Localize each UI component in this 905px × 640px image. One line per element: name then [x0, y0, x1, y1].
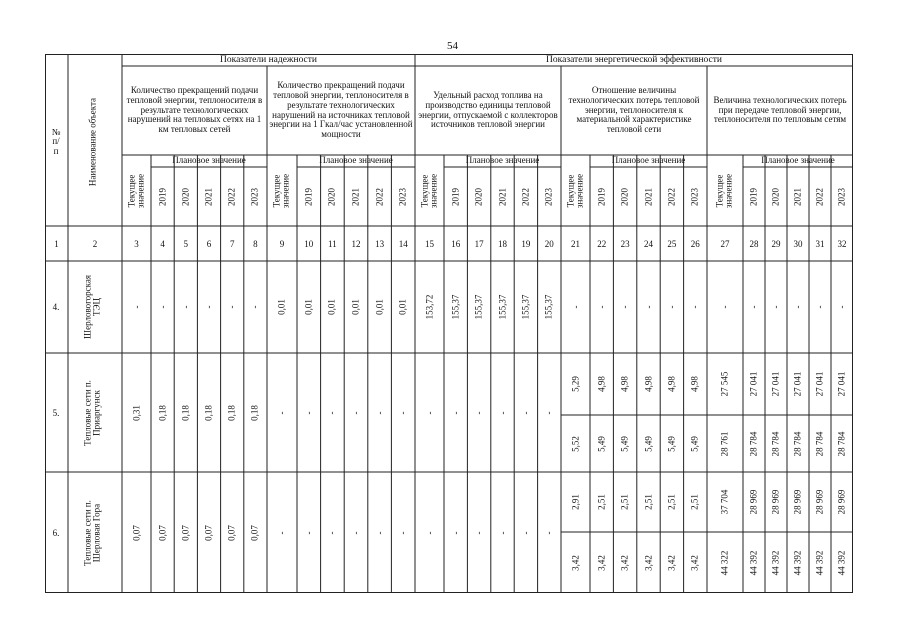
- group-4-title: Отношение величины технологических потерь тепловой энергии, теплоносителя к материальной характеристике тепловой сети: [568, 84, 700, 135]
- data-value: -: [473, 411, 484, 414]
- header-current-value: Текущее значение: [271, 173, 291, 208]
- data-value: 5,49: [642, 435, 653, 452]
- column-number: 9: [279, 238, 285, 249]
- data-value: 28 969: [814, 489, 825, 515]
- data-value: 5,29: [569, 376, 580, 392]
- group-1-title: Количество прекращений подачи тепловой энергии, теплоносителя в результате технологических нарушений на тепловых сетях на 1 км тепловых сетей: [126, 84, 263, 135]
- data-value: -: [423, 531, 434, 534]
- data-value: 44 392: [748, 550, 759, 575]
- row-number: 6.: [52, 527, 60, 538]
- data-value: 0,31: [130, 404, 141, 421]
- data-value: -: [397, 531, 408, 534]
- page-number: 54: [447, 40, 458, 52]
- data-value: 28 969: [792, 489, 803, 515]
- header-year: 2021: [203, 187, 214, 206]
- data-value: 28 761: [719, 431, 730, 456]
- data-value: 0,07: [130, 524, 141, 541]
- header-year: 2023: [249, 187, 260, 206]
- column-number: 20: [544, 238, 554, 249]
- column-number: 32: [837, 238, 847, 249]
- data-value: 2,91: [569, 494, 580, 510]
- header-year: 2023: [836, 187, 847, 206]
- data-value: -: [520, 531, 531, 534]
- data-value: 5,49: [595, 435, 606, 452]
- data-value: -: [373, 411, 384, 414]
- header-current-value: Текущее значение: [419, 173, 439, 208]
- data-value: 0,01: [350, 299, 361, 315]
- data-value: -: [303, 531, 314, 534]
- column-number: 15: [425, 238, 434, 249]
- data-value: -: [543, 531, 554, 534]
- data-value: 2,51: [595, 494, 606, 510]
- data-value: -: [350, 531, 361, 534]
- data-value: -: [836, 305, 847, 309]
- column-number: 28: [749, 238, 759, 249]
- column-number: 31: [815, 238, 825, 249]
- column-number: 30: [793, 238, 803, 249]
- header-reliability: Показатели надежности: [219, 54, 318, 65]
- data-value: -: [203, 305, 214, 309]
- data-value: 28 784: [748, 431, 759, 456]
- header-year: 2023: [543, 187, 554, 206]
- data-value: 0,01: [276, 299, 287, 315]
- data-value: 155,37: [496, 294, 507, 320]
- data-value: 3,42: [569, 554, 580, 571]
- header-year: 2019: [449, 187, 460, 206]
- data-value: 5,49: [689, 435, 700, 452]
- data-value: -: [569, 305, 580, 309]
- data-value: 28 784: [770, 431, 781, 456]
- column-number: 14: [398, 238, 408, 249]
- data-value: -: [350, 411, 361, 414]
- column-number: 24: [644, 238, 653, 249]
- header-year: 2023: [689, 187, 700, 206]
- data-value: 44 392: [836, 550, 847, 575]
- column-number: 8: [253, 238, 258, 249]
- header-year: 2022: [373, 187, 384, 206]
- header-planned-value: Плановое значение: [761, 155, 835, 166]
- data-value: -: [326, 411, 337, 414]
- header-efficiency: Показатели энергетической эффективности: [546, 54, 722, 65]
- header-year: 2020: [770, 187, 781, 206]
- data-value: -: [156, 305, 167, 309]
- data-value: 0,18: [156, 404, 167, 421]
- row-object-name: Тепловые сети п. Шерловая Гора: [82, 499, 102, 566]
- header-year: 2022: [520, 187, 531, 206]
- indicator-table: [45, 54, 853, 593]
- data-value: 44 392: [770, 550, 781, 575]
- column-number: 3: [134, 238, 139, 249]
- data-value: 27 545: [719, 371, 730, 397]
- column-number: 17: [474, 238, 484, 249]
- data-value: -: [249, 305, 260, 309]
- column-number: 11: [328, 238, 337, 249]
- header-year: 2023: [397, 187, 408, 206]
- data-value: 28 784: [836, 431, 847, 456]
- data-value: 28 969: [836, 489, 847, 515]
- header-year: 2022: [814, 187, 825, 206]
- data-value: -: [666, 305, 677, 309]
- header-planned-value: Плановое значение: [465, 155, 540, 166]
- data-value: -: [326, 531, 337, 534]
- column-number: 13: [375, 238, 385, 249]
- column-number: 4: [160, 238, 165, 249]
- data-value: -: [543, 411, 554, 414]
- column-number: 16: [451, 238, 461, 249]
- header-year: 2021: [496, 187, 507, 206]
- data-value: 4,98: [642, 376, 653, 392]
- data-value: -: [397, 411, 408, 414]
- column-number: 6: [206, 238, 212, 249]
- data-value: -: [449, 531, 460, 534]
- header-year: 2019: [303, 187, 314, 206]
- header-planned-value: Плановое значение: [611, 155, 686, 166]
- data-value: 27 041: [770, 371, 781, 397]
- data-value: 0,18: [203, 404, 214, 421]
- group-5-title: Величина технологических потерь при передаче тепловой энергии, теплоносителя по тепловым сетям: [713, 94, 847, 125]
- data-value: 3,42: [595, 554, 606, 571]
- header-year: 2019: [595, 187, 606, 206]
- column-number: 22: [597, 238, 607, 249]
- data-value: 0,07: [249, 524, 260, 541]
- data-value: 2,51: [619, 494, 630, 510]
- data-value: 3,42: [642, 554, 653, 571]
- header-planned-value: Плановое значение: [172, 155, 246, 166]
- data-value: 28 784: [792, 431, 803, 456]
- data-value: -: [130, 305, 141, 309]
- header-year: 2019: [156, 187, 167, 206]
- header-year: 2020: [180, 187, 191, 206]
- data-value: 155,37: [520, 294, 531, 320]
- column-number: 5: [183, 238, 189, 249]
- column-number: 23: [620, 238, 630, 249]
- data-value: -: [226, 305, 237, 309]
- header-object-name: Наименование объекта: [87, 97, 98, 187]
- column-number: 19: [521, 238, 531, 249]
- data-value: 27 041: [814, 371, 825, 397]
- data-value: -: [748, 305, 759, 309]
- data-value: 37 704: [719, 489, 730, 515]
- header-year: 2020: [326, 187, 337, 206]
- data-value: 4,98: [595, 376, 606, 392]
- data-value: -: [449, 411, 460, 414]
- data-value: 28 969: [748, 489, 759, 515]
- column-number: 10: [304, 238, 314, 249]
- data-value: 4,98: [666, 376, 677, 392]
- data-value: -: [303, 411, 314, 414]
- data-value: 153,72: [423, 294, 434, 320]
- data-value: 0,01: [373, 299, 384, 315]
- data-value: 2,51: [642, 494, 653, 510]
- header-current-value: Текущее значение: [565, 173, 585, 208]
- data-value: 0,01: [303, 299, 314, 315]
- header-current-value: Текущее значение: [714, 173, 734, 208]
- data-value: 3,42: [666, 554, 677, 571]
- data-value: 28 969: [770, 489, 781, 515]
- column-number: 18: [498, 238, 507, 249]
- data-value: 4,98: [689, 376, 700, 392]
- header-current-value: Текущее значение: [126, 173, 146, 208]
- data-value: -: [473, 531, 484, 534]
- data-value: 0,07: [180, 524, 191, 541]
- data-value: 155,37: [543, 294, 554, 320]
- data-value: 0,07: [203, 524, 214, 541]
- row-object-name: Шерловогорская ТЭЦ: [82, 275, 102, 339]
- data-value: -: [619, 305, 630, 309]
- data-value: 44 392: [792, 550, 803, 575]
- data-value: 0,07: [226, 524, 237, 541]
- group-2-title: Количество прекращений подачи тепловой энергии, теплоносителя в результате технологических нарушений на источниках тепловой энергии на 1 Гкал/час установленной мощности: [269, 79, 413, 140]
- data-value: -: [276, 411, 287, 414]
- data-value: 155,37: [449, 294, 460, 320]
- column-number: 21: [571, 238, 580, 249]
- header-year: 2021: [642, 187, 653, 206]
- data-value: 2,51: [689, 494, 700, 510]
- data-value: -: [276, 531, 287, 534]
- data-value: 27 041: [836, 371, 847, 397]
- header-year: 2022: [666, 187, 677, 206]
- data-value: -: [423, 411, 434, 414]
- data-value: 28 784: [814, 431, 825, 456]
- data-value: -: [595, 305, 606, 309]
- row-object-name: Тепловые сети п. Приаргунск: [82, 379, 102, 446]
- data-value: 44 392: [814, 550, 825, 575]
- data-value: 2,51: [666, 494, 677, 510]
- data-value: 5,49: [666, 435, 677, 452]
- column-number: 2: [92, 238, 98, 249]
- data-value: 27 041: [748, 371, 759, 397]
- data-value: 5,49: [619, 435, 630, 452]
- column-number: 12: [351, 238, 361, 249]
- header-year: 2019: [748, 187, 759, 206]
- data-value: 155,37: [473, 294, 484, 320]
- data-value: -: [642, 305, 653, 309]
- data-value: -: [520, 411, 531, 414]
- header-year: 2022: [226, 187, 237, 206]
- data-value: -: [496, 411, 507, 414]
- data-value: -: [373, 531, 384, 534]
- data-value: -: [496, 531, 507, 534]
- data-value: -: [814, 305, 825, 309]
- column-number: 1: [54, 238, 59, 249]
- header-year: 2021: [792, 187, 803, 206]
- row-number: 5.: [52, 407, 60, 418]
- data-value: -: [719, 305, 730, 309]
- column-number: 25: [667, 238, 677, 249]
- data-value: -: [792, 305, 803, 309]
- data-value: 27 041: [792, 371, 803, 397]
- data-value: 5,52: [569, 435, 580, 452]
- header-planned-value: Плановое значение: [319, 155, 393, 166]
- data-value: 0,18: [180, 404, 191, 421]
- data-value: 3,42: [689, 554, 700, 571]
- column-number: 7: [229, 238, 235, 249]
- data-value: 4,98: [619, 376, 630, 392]
- data-value: 0,07: [156, 524, 167, 541]
- header-year: 2020: [473, 187, 484, 206]
- data-value: -: [180, 305, 191, 309]
- header-year: 2021: [350, 187, 361, 206]
- column-number: 27: [720, 238, 730, 249]
- row-number: 4.: [52, 302, 60, 312]
- data-value: 0,18: [226, 404, 237, 421]
- data-value: 3,42: [619, 554, 630, 571]
- data-value: 0,01: [397, 299, 408, 315]
- data-value: 0,18: [249, 404, 260, 421]
- header-year: 2020: [619, 187, 630, 206]
- data-value: 44 322: [719, 550, 730, 575]
- data-value: -: [770, 305, 781, 309]
- data-value: -: [689, 305, 700, 309]
- column-number: 29: [771, 238, 781, 249]
- group-3-title: Удельный расход топлива на производство единицы тепловой энергии, отпускаемой с коллекторов источников тепловой энергии: [418, 89, 558, 130]
- header-row-number: № п/ п: [51, 126, 61, 156]
- data-value: 0,01: [326, 299, 337, 315]
- column-number: 26: [690, 238, 700, 249]
